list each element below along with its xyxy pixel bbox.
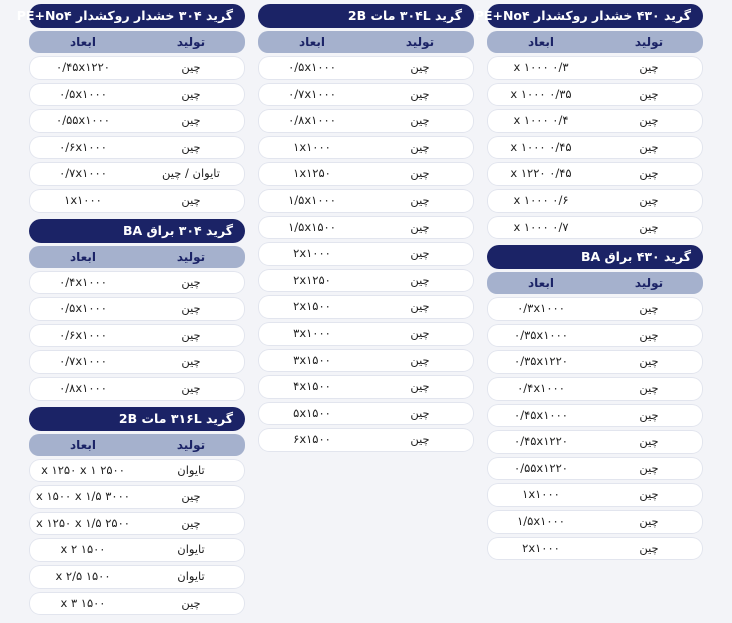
cell-dimensions: ۳x۱۰۰۰: [293, 325, 331, 340]
table-row: [29, 377, 245, 401]
cell-dimensions: ۶x۱۵۰۰: [293, 432, 331, 447]
cell-origin: چین: [410, 166, 430, 181]
cell-origin: چین: [410, 86, 430, 101]
cell-dimensions: ۱۵۰۰ x ۲: [60, 542, 106, 557]
table-row: [29, 136, 245, 160]
table-row: [487, 404, 703, 428]
cell-dimensions: ۰/۵۵x۱۲۲۰: [514, 460, 568, 475]
cell-dimensions: ۰/۷x۱۰۰۰: [59, 166, 107, 181]
header-dimensions: ابعاد: [69, 35, 97, 49]
table-row: [258, 242, 474, 266]
table-row: [258, 56, 474, 80]
table-row: [258, 162, 474, 186]
cell-dimensions: ۰/۵x۱۰۰۰: [59, 301, 107, 316]
cell-origin: چین: [181, 489, 201, 504]
column-right: [474, 4, 703, 566]
cell-dimensions: ۰/۷ x ۱۰۰۰: [513, 219, 569, 234]
cell-origin: چین: [639, 327, 659, 342]
cell-origin: چین: [410, 352, 430, 367]
table-row: [258, 83, 474, 107]
table-title: گرید ۳۱۶L مات 2B: [29, 407, 245, 431]
column-middle: [258, 4, 474, 458]
cell-origin: چین: [181, 113, 201, 128]
table-header: [258, 31, 474, 53]
table-row: [29, 297, 245, 321]
table-row: [487, 483, 703, 507]
cell-dimensions: ۰/۵x۱۰۰۰: [288, 60, 336, 74]
cell-dimensions: ۰/۷x۱۰۰۰: [59, 354, 107, 369]
cell-origin: چین: [639, 540, 659, 555]
cell-origin: چین: [181, 595, 201, 610]
cell-origin: چین: [639, 434, 659, 449]
cell-origin: چین: [639, 219, 659, 234]
cell-dimensions: ۱۵۰۰ x ۲/۵: [55, 568, 111, 583]
table-row: [29, 56, 245, 80]
table-row: [258, 349, 474, 373]
cell-dimensions: ۰/۴۵x۱۰۰۰: [514, 407, 568, 422]
table-row: [29, 565, 245, 589]
table-row: [29, 592, 245, 616]
cell-dimensions: ۳۰۰۰ x ۱۵۰۰ x ۱/۵: [36, 489, 130, 504]
cell-origin: تایوان: [177, 568, 205, 583]
table-row: [29, 485, 245, 509]
table-header: [29, 246, 245, 268]
cell-origin: چین: [410, 113, 430, 128]
cell-dimensions: ۱/۵x۱۰۰۰: [288, 192, 336, 207]
price-table: [29, 219, 245, 401]
header-origin: تولید: [176, 249, 206, 264]
cell-dimensions: ۲۵۰۰ x ۱۲۵۰ x ۱/۵: [36, 515, 130, 530]
cell-dimensions: ۰/۳۵x۱۰۰۰: [514, 327, 568, 342]
cell-origin: چین: [639, 301, 659, 316]
cell-origin: چین: [639, 407, 659, 422]
cell-origin: چین: [639, 380, 659, 395]
cell-dimensions: ۴x۱۵۰۰: [293, 379, 331, 394]
cell-origin: چین: [410, 325, 430, 340]
cell-dimensions: ۰/۴۵x۱۲۲۰: [514, 434, 568, 449]
cell-origin: چین: [639, 460, 659, 475]
table-header: [487, 31, 703, 53]
table-title: گرید ۳۰۴L مات 2B: [258, 4, 474, 28]
cell-origin: چین: [410, 139, 430, 154]
cell-dimensions: ۲x۱۵۰۰: [293, 299, 331, 314]
table-row: [29, 83, 245, 107]
cell-origin: تایوان / چین: [161, 166, 220, 181]
table-row: [29, 109, 245, 133]
table-title: گرید ۴۳۰ خشدار روکشدار PE+No۴: [487, 4, 703, 28]
cell-origin: چین: [410, 379, 430, 394]
table-row: [29, 162, 245, 186]
table-row: [29, 512, 245, 536]
price-table: [29, 407, 245, 616]
cell-origin: چین: [410, 299, 430, 314]
cell-dimensions: ۰/۴x۱۰۰۰: [59, 274, 107, 289]
table-row: [487, 324, 703, 348]
cell-dimensions: ۰/۶x۱۰۰۰: [59, 327, 107, 342]
cell-origin: تایوان: [177, 462, 205, 477]
cell-dimensions: ۰/۵x۱۰۰۰: [59, 86, 107, 101]
header-origin: تولید: [176, 437, 206, 452]
table-row: [487, 510, 703, 534]
cell-origin: چین: [181, 274, 201, 289]
cell-dimensions: ۱x۱۰۰۰: [293, 139, 331, 154]
table-row: [487, 136, 703, 160]
header-origin: تولید: [176, 35, 206, 49]
cell-dimensions: ۱/۵x۱۵۰۰: [288, 219, 336, 234]
table-row: [29, 350, 245, 374]
table-row: [29, 459, 245, 483]
table-row: [487, 109, 703, 133]
table-title: گرید ۳۰۴ براق BA: [29, 219, 245, 243]
cell-origin: چین: [181, 139, 201, 154]
cell-origin: چین: [639, 113, 659, 128]
cell-dimensions: ۰/۳۵ x ۱۰۰۰: [510, 86, 572, 101]
cell-origin: چین: [639, 354, 659, 369]
cell-origin: چین: [410, 192, 430, 207]
header-origin: تولید: [634, 276, 664, 291]
cell-dimensions: ۰/۶ x ۱۰۰۰: [513, 192, 569, 207]
table-row: [487, 56, 703, 80]
cell-dimensions: ۰/۴x۱۰۰۰: [517, 380, 565, 395]
header-dimensions: ابعاد: [298, 35, 326, 49]
table-header: [29, 434, 245, 456]
cell-dimensions: ۰/۵۵x۱۰۰۰: [56, 113, 110, 128]
table-title: گرید ۴۳۰ براق BA: [487, 245, 703, 269]
cell-origin: چین: [639, 166, 659, 181]
cell-origin: چین: [181, 327, 201, 342]
cell-dimensions: ۰/۸x۱۰۰۰: [59, 380, 107, 395]
table-row: [487, 377, 703, 401]
table-row: [487, 430, 703, 454]
cell-origin: چین: [639, 192, 659, 207]
cell-origin: تایوان: [177, 542, 205, 557]
cell-dimensions: ۵x۱۵۰۰: [293, 405, 331, 420]
cell-origin: چین: [410, 405, 430, 420]
column-left: [16, 4, 245, 621]
cell-dimensions: ۱/۵x۱۰۰۰: [517, 513, 565, 528]
table-row: [29, 271, 245, 295]
cell-origin: چین: [181, 380, 201, 395]
cell-origin: چین: [181, 86, 201, 101]
cell-dimensions: ۲۵۰۰ x ۱۲۵۰ x ۱: [41, 462, 125, 477]
cell-origin: چین: [410, 246, 430, 261]
table-row: [258, 295, 474, 319]
price-table: [487, 245, 703, 560]
cell-dimensions: ۰/۴۵ x ۱۰۰۰: [510, 139, 572, 154]
table-row: [487, 83, 703, 107]
cell-dimensions: ۰/۳ x ۱۰۰۰: [513, 60, 569, 74]
cell-dimensions: ۱x۱۲۵۰: [293, 166, 331, 181]
table-row: [258, 375, 474, 399]
cell-dimensions: ۲x۱۰۰۰: [522, 540, 560, 555]
table-row: [487, 457, 703, 481]
table-row: [487, 216, 703, 240]
table-header: [29, 31, 245, 53]
header-dimensions: ابعاد: [69, 437, 97, 452]
cell-dimensions: ۱x۱۰۰۰: [64, 192, 102, 207]
header-origin: تولید: [405, 35, 435, 49]
cell-dimensions: ۳x۱۵۰۰: [293, 352, 331, 367]
cell-origin: چین: [181, 60, 201, 74]
table-row: [258, 269, 474, 293]
cell-origin: چین: [181, 354, 201, 369]
cell-dimensions: ۰/۳x۱۰۰۰: [517, 301, 565, 316]
cell-dimensions: ۱۵۰۰ x ۳: [60, 595, 106, 610]
table-row: [258, 216, 474, 240]
header-dimensions: ابعاد: [527, 276, 555, 291]
cell-origin: چین: [181, 515, 201, 530]
table-row: [258, 189, 474, 213]
header-origin: تولید: [634, 35, 664, 49]
table-row: [258, 109, 474, 133]
cell-origin: چین: [181, 301, 201, 316]
table-row: [29, 538, 245, 562]
cell-dimensions: ۰/۴ x ۱۰۰۰: [513, 113, 569, 128]
cell-origin: چین: [410, 219, 430, 234]
table-row: [487, 189, 703, 213]
cell-origin: چین: [639, 60, 659, 74]
cell-dimensions: ۱x۱۰۰۰: [522, 487, 560, 502]
price-table: [258, 4, 474, 452]
table-row: [29, 324, 245, 348]
cell-dimensions: ۰/۶x۱۰۰۰: [59, 139, 107, 154]
table-row: [487, 537, 703, 561]
price-table: [474, 4, 703, 239]
table-title: گرید ۳۰۴ خشدار روکشدار PE+No۴: [29, 4, 245, 28]
cell-dimensions: ۰/۸x۱۰۰۰: [288, 113, 336, 128]
table-row: [258, 322, 474, 346]
cell-origin: چین: [181, 192, 201, 207]
cell-dimensions: ۲x۱۲۵۰: [293, 272, 331, 287]
cell-dimensions: ۰/۳۵x۱۲۲۰: [514, 354, 568, 369]
cell-origin: چین: [410, 432, 430, 447]
cell-origin: چین: [639, 513, 659, 528]
header-dimensions: ابعاد: [527, 35, 555, 49]
table-row: [258, 402, 474, 426]
price-table: [16, 4, 245, 213]
table-row: [258, 136, 474, 160]
table-row: [487, 350, 703, 374]
table-row: [487, 297, 703, 321]
cell-dimensions: ۲x۱۰۰۰: [293, 246, 331, 261]
table-row: [258, 428, 474, 452]
cell-origin: چین: [410, 60, 430, 74]
cell-dimensions: ۰/۷x۱۰۰۰: [288, 86, 336, 101]
cell-origin: چین: [410, 272, 430, 287]
cell-origin: چین: [639, 487, 659, 502]
cell-origin: چین: [639, 139, 659, 154]
table-row: [487, 162, 703, 186]
table-header: [487, 272, 703, 294]
cell-dimensions: ۰/۴۵x۱۲۲۰: [56, 60, 110, 74]
header-dimensions: ابعاد: [69, 249, 97, 264]
cell-dimensions: ۰/۴۵ x ۱۲۲۰: [510, 166, 572, 181]
table-row: [29, 189, 245, 213]
cell-origin: چین: [639, 86, 659, 101]
